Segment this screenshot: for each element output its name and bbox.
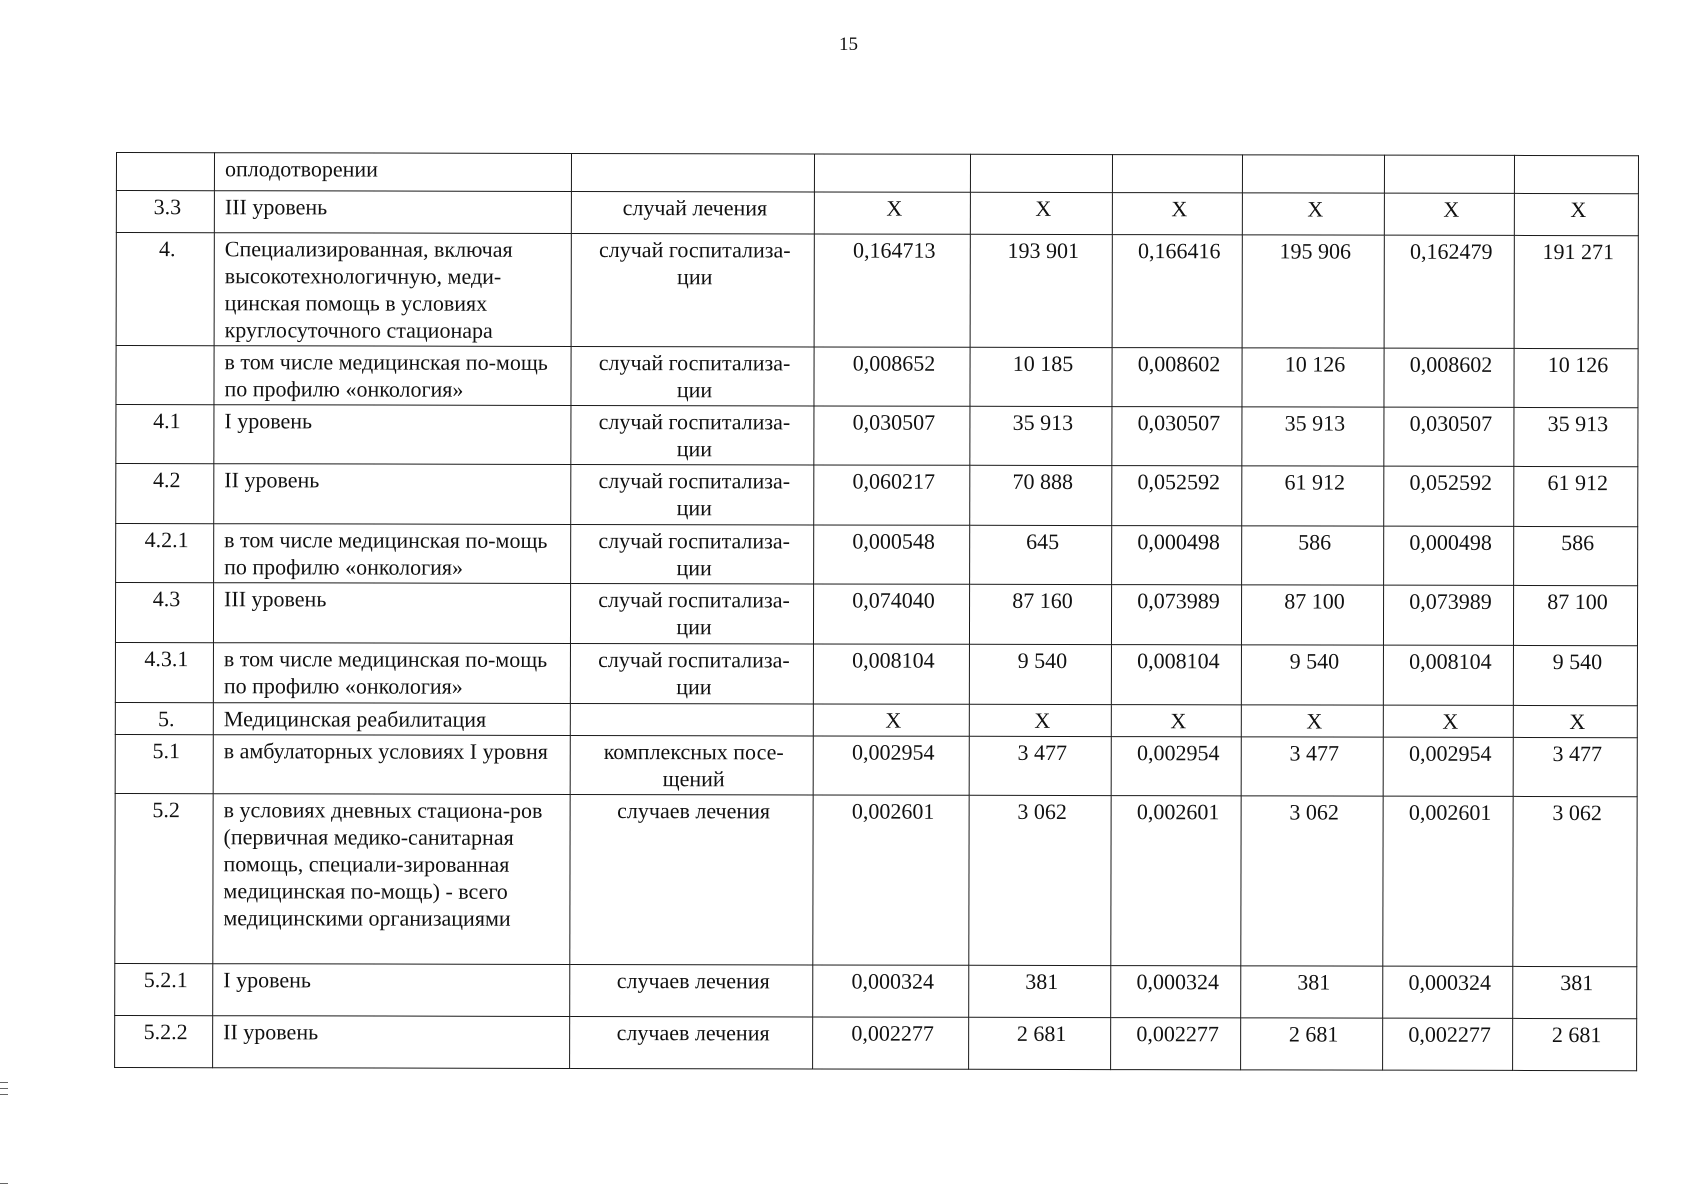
row-number-cell: 4.: [116, 233, 214, 346]
unit-cell: случай госпитализа-ции: [571, 464, 814, 525]
data-table-container: [114, 152, 1638, 1071]
value-cell: 87 160: [969, 584, 1111, 644]
unit-cell: случай лечения: [571, 191, 814, 234]
value-cell: 35 913: [970, 406, 1112, 465]
row-number-cell: 5.2.2: [115, 1015, 213, 1067]
value-cell: 586: [1242, 526, 1384, 585]
value-cell: 9 540: [969, 644, 1111, 704]
value-cell: [1384, 155, 1514, 193]
value-cell: 191 271: [1514, 235, 1638, 348]
row-name-cell: Медицинская реабилитация: [213, 703, 570, 736]
row-name-cell: в том числе медицинская по-мощь по профилю «онкология»: [214, 524, 571, 584]
row-number-cell: 4.2: [116, 464, 214, 524]
unit-cell: случаев лечения: [570, 794, 813, 965]
table-row: [115, 702, 1637, 737]
row-number-cell: 5.: [115, 702, 213, 734]
table-row: [115, 734, 1637, 796]
row-name-cell: в том числе медицинская по-мощь по профилю «онкология»: [214, 346, 571, 406]
row-number-cell: 3.3: [116, 191, 214, 233]
value-cell: X: [1242, 193, 1384, 235]
scan-mark: [0, 1094, 8, 1095]
row-name-cell: I уровень: [213, 964, 570, 1017]
row-number-cell: 5.1: [115, 734, 213, 793]
value-cell: 0,008652: [814, 347, 970, 406]
value-cell: 0,073989: [1111, 585, 1241, 645]
value-cell: [1514, 155, 1638, 193]
value-cell: 10 126: [1242, 348, 1384, 407]
value-cell: 0,030507: [1384, 407, 1514, 466]
value-cell: 61 912: [1514, 466, 1638, 526]
value-cell: 61 912: [1242, 466, 1384, 526]
row-number-cell: [116, 153, 214, 191]
value-cell: 381: [969, 965, 1111, 1017]
value-cell: 0,052592: [1112, 466, 1242, 526]
row-name-cell: I уровень: [214, 405, 571, 465]
value-cell: 0,166416: [1112, 235, 1242, 348]
value-cell: 0,002277: [1383, 1018, 1513, 1070]
table-row: [116, 464, 1638, 527]
value-cell: [814, 154, 970, 192]
value-cell: 87 100: [1513, 585, 1637, 645]
unit-cell: случай госпитализа-ции: [571, 524, 814, 584]
value-cell: X: [970, 192, 1112, 234]
value-cell: 3 062: [1513, 796, 1637, 966]
table-row: [116, 524, 1638, 586]
value-cell: X: [1111, 705, 1241, 737]
unit-cell: [570, 703, 813, 736]
value-cell: 0,002954: [1111, 737, 1241, 796]
table-row: [115, 643, 1637, 706]
value-cell: 381: [1241, 966, 1383, 1018]
scan-mark: [0, 1082, 8, 1083]
value-cell: 381: [1513, 966, 1637, 1018]
value-cell: 0,008104: [1111, 645, 1241, 705]
value-cell: 3 062: [1241, 796, 1383, 966]
row-name-cell: III уровень: [214, 191, 571, 234]
value-cell: [1112, 155, 1242, 193]
row-name-cell: в амбулаторных условиях I уровня: [213, 735, 570, 795]
value-cell: 0,008602: [1112, 348, 1242, 407]
value-cell: 0,002601: [813, 795, 969, 965]
value-cell: 0,000324: [1111, 966, 1241, 1018]
value-cell: 0,000548: [814, 525, 970, 584]
row-name-cell: II уровень: [214, 464, 571, 525]
value-cell: 3 062: [969, 795, 1111, 965]
row-name-cell: в том числе медицинская по-мощь по профилю «онкология»: [213, 643, 570, 704]
value-cell: 0,162479: [1384, 235, 1514, 348]
row-number-cell: 4.3.1: [115, 643, 213, 703]
value-cell: 195 906: [1242, 235, 1384, 348]
unit-cell: случаев лечения: [570, 1016, 813, 1069]
value-cell: 3 477: [1241, 737, 1383, 796]
value-cell: 0,164713: [814, 234, 970, 347]
value-cell: X: [1384, 193, 1514, 235]
value-cell: 0,000324: [1383, 966, 1513, 1018]
data-table: [114, 152, 1639, 1071]
scan-mark: [0, 1088, 8, 1089]
table-row: [115, 963, 1637, 1018]
value-cell: X: [969, 704, 1111, 736]
scan-mark: [0, 1183, 8, 1184]
unit-cell: случай госпитализа-ции: [571, 405, 814, 465]
row-name-cell: II уровень: [213, 1016, 570, 1069]
value-cell: 0,000498: [1384, 526, 1514, 585]
unit-cell: [571, 153, 814, 192]
value-cell: 0,074040: [813, 584, 969, 644]
value-cell: [970, 154, 1112, 192]
value-cell: 0,000324: [813, 965, 969, 1017]
unit-cell: случай госпитализа-ции: [570, 643, 813, 704]
value-cell: 87 100: [1241, 585, 1383, 645]
table-row: [115, 793, 1637, 966]
value-cell: 0,002277: [1111, 1018, 1241, 1070]
value-cell: 0,008104: [813, 644, 969, 704]
page-number: 15: [839, 34, 858, 55]
value-cell: 35 913: [1242, 407, 1384, 466]
value-cell: 645: [970, 525, 1112, 584]
row-number-cell: 4.3: [115, 583, 213, 643]
value-cell: 2 681: [1513, 1018, 1637, 1070]
value-cell: X: [814, 192, 970, 234]
row-name-cell: в условиях дневных стациона-ров (первичная медико-санитарная помощь, специали-зированная медицинская по-мощь) - всего медицинскими организациями: [213, 794, 570, 965]
value-cell: 2 681: [969, 1017, 1111, 1069]
value-cell: 0,002954: [1383, 737, 1513, 796]
value-cell: X: [1514, 193, 1638, 235]
table-row: [115, 583, 1637, 646]
table-row: [116, 153, 1638, 194]
unit-cell: случай госпитализа-ции: [571, 346, 814, 406]
value-cell: 0,002277: [813, 1017, 969, 1069]
unit-cell: комплексных посе-щений: [570, 735, 813, 795]
value-cell: X: [1241, 705, 1383, 737]
value-cell: X: [1513, 705, 1637, 737]
table-row: [116, 191, 1638, 236]
value-cell: 0,002954: [813, 736, 969, 795]
row-name-cell: оплодотворении: [214, 153, 571, 192]
value-cell: 9 540: [1241, 645, 1383, 705]
row-number-cell: [116, 346, 214, 405]
unit-cell: случай госпитализа-ции: [570, 583, 813, 644]
value-cell: X: [813, 704, 969, 736]
value-cell: 0,030507: [1112, 407, 1242, 466]
value-cell: 0,052592: [1384, 466, 1514, 526]
value-cell: 3 477: [1513, 737, 1637, 796]
value-cell: 0,008104: [1383, 645, 1513, 705]
row-name-cell: III уровень: [213, 583, 570, 644]
value-cell: X: [1383, 705, 1513, 737]
value-cell: 0,030507: [814, 406, 970, 465]
value-cell: [1242, 155, 1384, 193]
value-cell: 3 477: [969, 736, 1111, 795]
value-cell: 0,073989: [1383, 585, 1513, 645]
value-cell: 0,002601: [1111, 796, 1241, 966]
value-cell: 193 901: [970, 234, 1112, 347]
table-row: [116, 405, 1638, 467]
value-cell: 2 681: [1241, 1018, 1383, 1070]
value-cell: 586: [1514, 526, 1638, 585]
row-name-cell: Специализированная, включая высокотехнологичную, меди-цинская помощь в условиях круглосуточного стационара: [214, 233, 571, 347]
unit-cell: случай госпитализа-ции: [571, 233, 814, 347]
value-cell: 0,008602: [1384, 348, 1514, 407]
row-number-cell: 4.2.1: [116, 524, 214, 583]
value-cell: 35 913: [1514, 407, 1638, 466]
value-cell: 0,002601: [1383, 796, 1513, 966]
value-cell: 0,060217: [814, 465, 970, 525]
table-row: [116, 233, 1638, 349]
value-cell: 10 185: [970, 347, 1112, 406]
value-cell: 10 126: [1514, 348, 1638, 407]
value-cell: 9 540: [1513, 645, 1637, 705]
row-number-cell: 5.2: [115, 793, 213, 963]
row-number-cell: 5.2.1: [115, 963, 213, 1015]
unit-cell: случаев лечения: [570, 964, 813, 1017]
table-row: [116, 346, 1638, 408]
table-body: [115, 153, 1639, 1071]
value-cell: 0,000498: [1112, 526, 1242, 585]
table-row: [115, 1015, 1637, 1070]
value-cell: X: [1112, 193, 1242, 235]
value-cell: 70 888: [970, 465, 1112, 525]
row-number-cell: 4.1: [116, 405, 214, 464]
